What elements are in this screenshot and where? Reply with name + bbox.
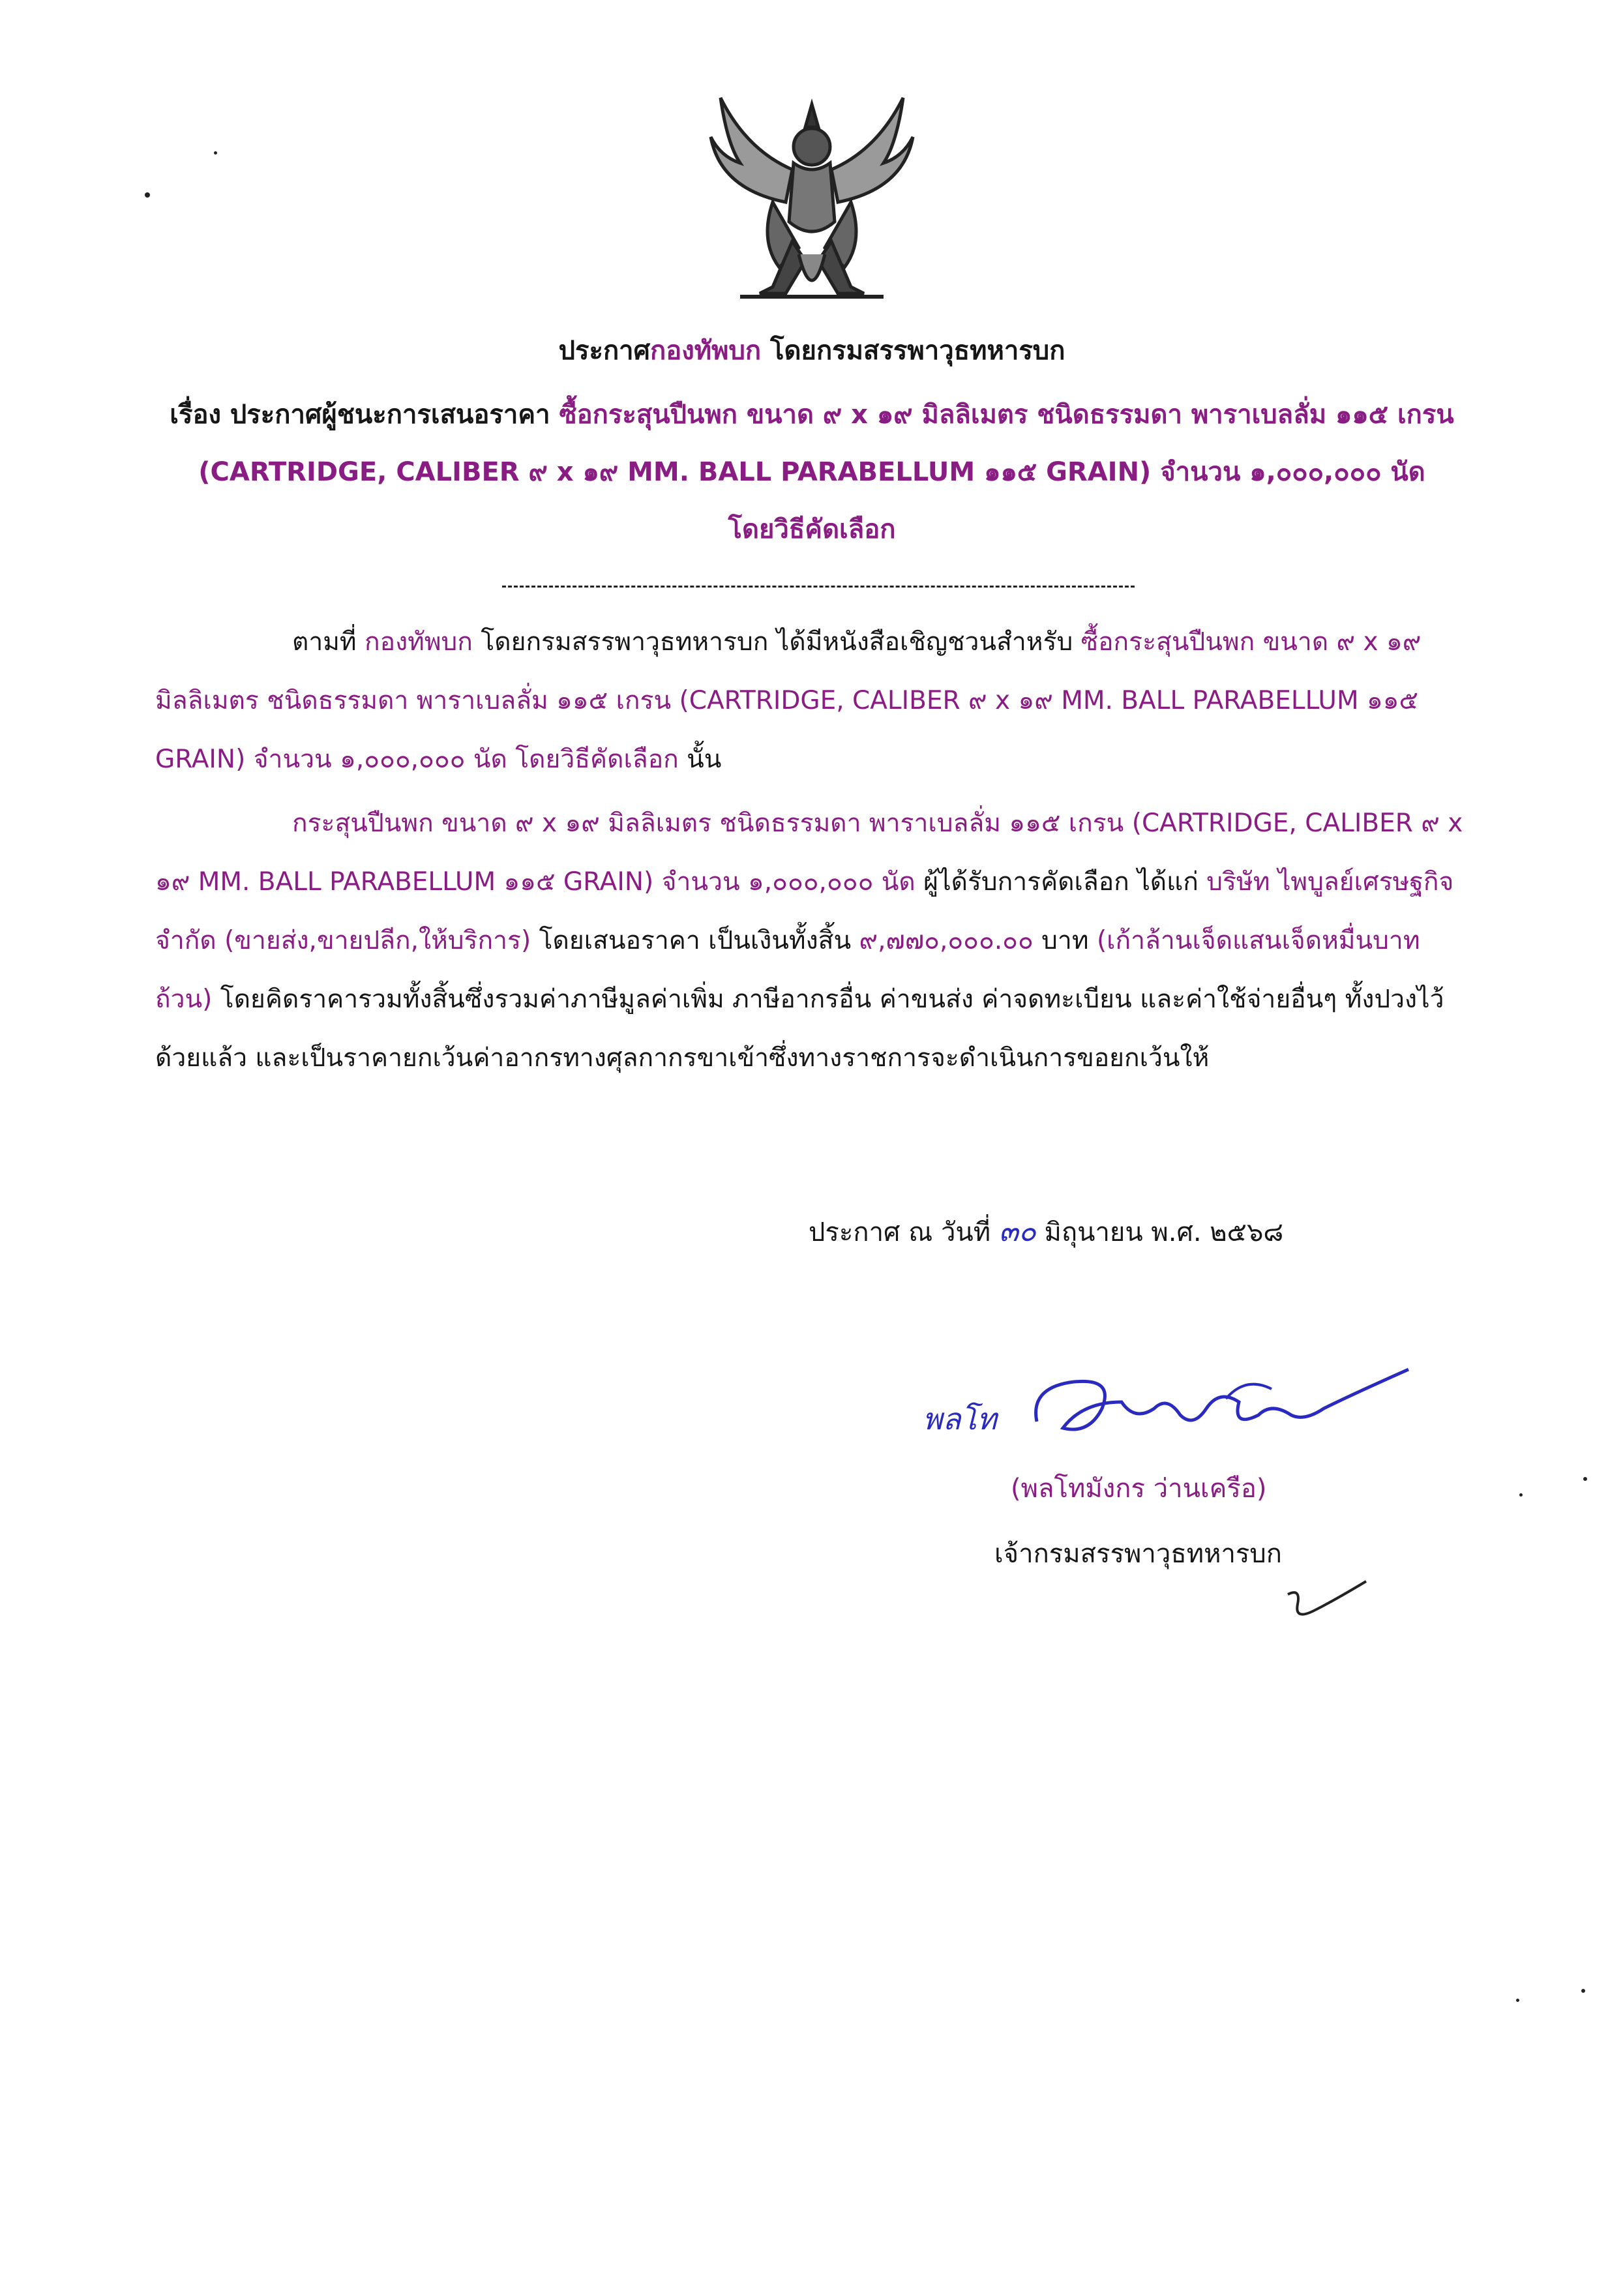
scan-speck bbox=[1516, 1999, 1519, 2002]
scan-speck bbox=[1519, 1493, 1523, 1497]
body-paragraph-1: ตามที่ กองทัพบก โดยกรมสรรพาวุธทหารบก ได้มีหนังสือเชิญชวนสำหรับ ซื้อกระสุนปืนพก ขนาด ๙ x ๑๙ มิลลิเมตร ชนิดธรรมดา พาราเบลลั่ม ๑๑๕ เกรน (CARTRIDGE, CALIBER ๙ x ๑๙ MM. BALL PARABELLUM ๑๑๕ GRAIN) จำนวน ๑,๐๐๐,๐๐๐ นัด โดยวิธีคัดเลือก นั้น bbox=[155, 627, 1422, 774]
garuda-emblem bbox=[701, 91, 923, 326]
amount-in-words: (เก้าล้านเจ็ดแสนเจ็ดหมื่นบาทถ้วน) bbox=[155, 926, 1420, 1014]
handwritten-signature bbox=[1024, 1363, 1415, 1454]
subject-text: ซื้อกระสุนปืนพก ขนาด ๙ x ๑๙ มิลลิเมตร ชนิดธรรมดา พาราเบลลั่ม ๑๑๕ เกรน (CARTRIDGE, CALIBER ๙ x ๑๙ MM. BALL PARABELLUM ๑๑๕ GRAIN) จำนวน ๑,๐๐๐,๐๐๐ นัด bbox=[198, 400, 1454, 487]
signatory-position: เจ้ากรมสรรพาวุธทหารบก bbox=[994, 1539, 1283, 1569]
scan-speck bbox=[1581, 1989, 1585, 1993]
handwritten-rank: พลโท bbox=[923, 1401, 997, 1437]
announcement-date: ประกาศ ณ วันที่ ๓๐ มิถุนายน พ.ศ. ๒๕๖๘ bbox=[809, 1215, 1284, 1248]
subject-label: เรื่อง ประกาศผู้ชนะการเสนอราคา bbox=[170, 400, 559, 430]
total-amount: ๙,๗๗๐,๐๐๐.๐๐ bbox=[859, 926, 1034, 955]
announcement-subject bbox=[130, 386, 1493, 558]
signatory-name: (พลโทมังกร ว่านเครือ) bbox=[1011, 1474, 1267, 1504]
dashed-divider bbox=[502, 586, 1135, 588]
scan-speck bbox=[214, 151, 217, 155]
handwritten-initial bbox=[1275, 1575, 1373, 1627]
issuer-prefix: ประกาศ bbox=[558, 336, 651, 366]
body-paragraph-2: กระสุนปืนพก ขนาด ๙ x ๑๙ มิลลิเมตร ชนิดธรรมดา พาราเบลลั่ม ๑๑๕ เกรน (CARTRIDGE, CALIBER ๙ x ๑๙ MM. BALL PARABELLUM ๑๑๕ GRAIN) จำนวน ๑,๐๐๐,๐๐๐ นัด ผู้ได้รับการคัดเลือก ได้แก่ บริษัท ไพบูลย์เศรษฐกิจ จำกัด (ขายส่ง,ขายปลีก,ให้บริการ) โดยเสนอราคา เป็นเงินทั้งสิ้น ๙,๗๗๐,๐๐๐.๐๐ บาท (เก้าล้านเจ็ดแสนเจ็ดหมื่นบาทถ้วน) โดยคิดราคารวมทั้งสิ้นซึ่งรวมค่าภาษีมูลค่าเพิ่ม ภาษีอากรอื่น ค่าขนส่ง ค่าจดทะเบียน และค่าใช้จ่ายอื่นๆ ทั้งปวงไว้ด้วยแล้ว และเป็นราคายกเว้นค่าอากรทางศุลกากรขาเข้าซึ่งทางราชการจะดำเนินการขอยกเว้นให้ bbox=[155, 809, 1463, 1073]
issuer-unit: กองทัพบก bbox=[650, 336, 762, 366]
subject-method: โดยวิธีคัดเลือก bbox=[728, 514, 896, 544]
issuer-suffix: โดยกรมสรรพาวุธทหารบก bbox=[761, 336, 1065, 366]
scan-speck bbox=[1583, 1477, 1587, 1481]
scan-speck bbox=[145, 192, 150, 198]
announcement-issuer bbox=[130, 329, 1493, 371]
handwritten-day: ๓๐ bbox=[998, 1215, 1036, 1248]
